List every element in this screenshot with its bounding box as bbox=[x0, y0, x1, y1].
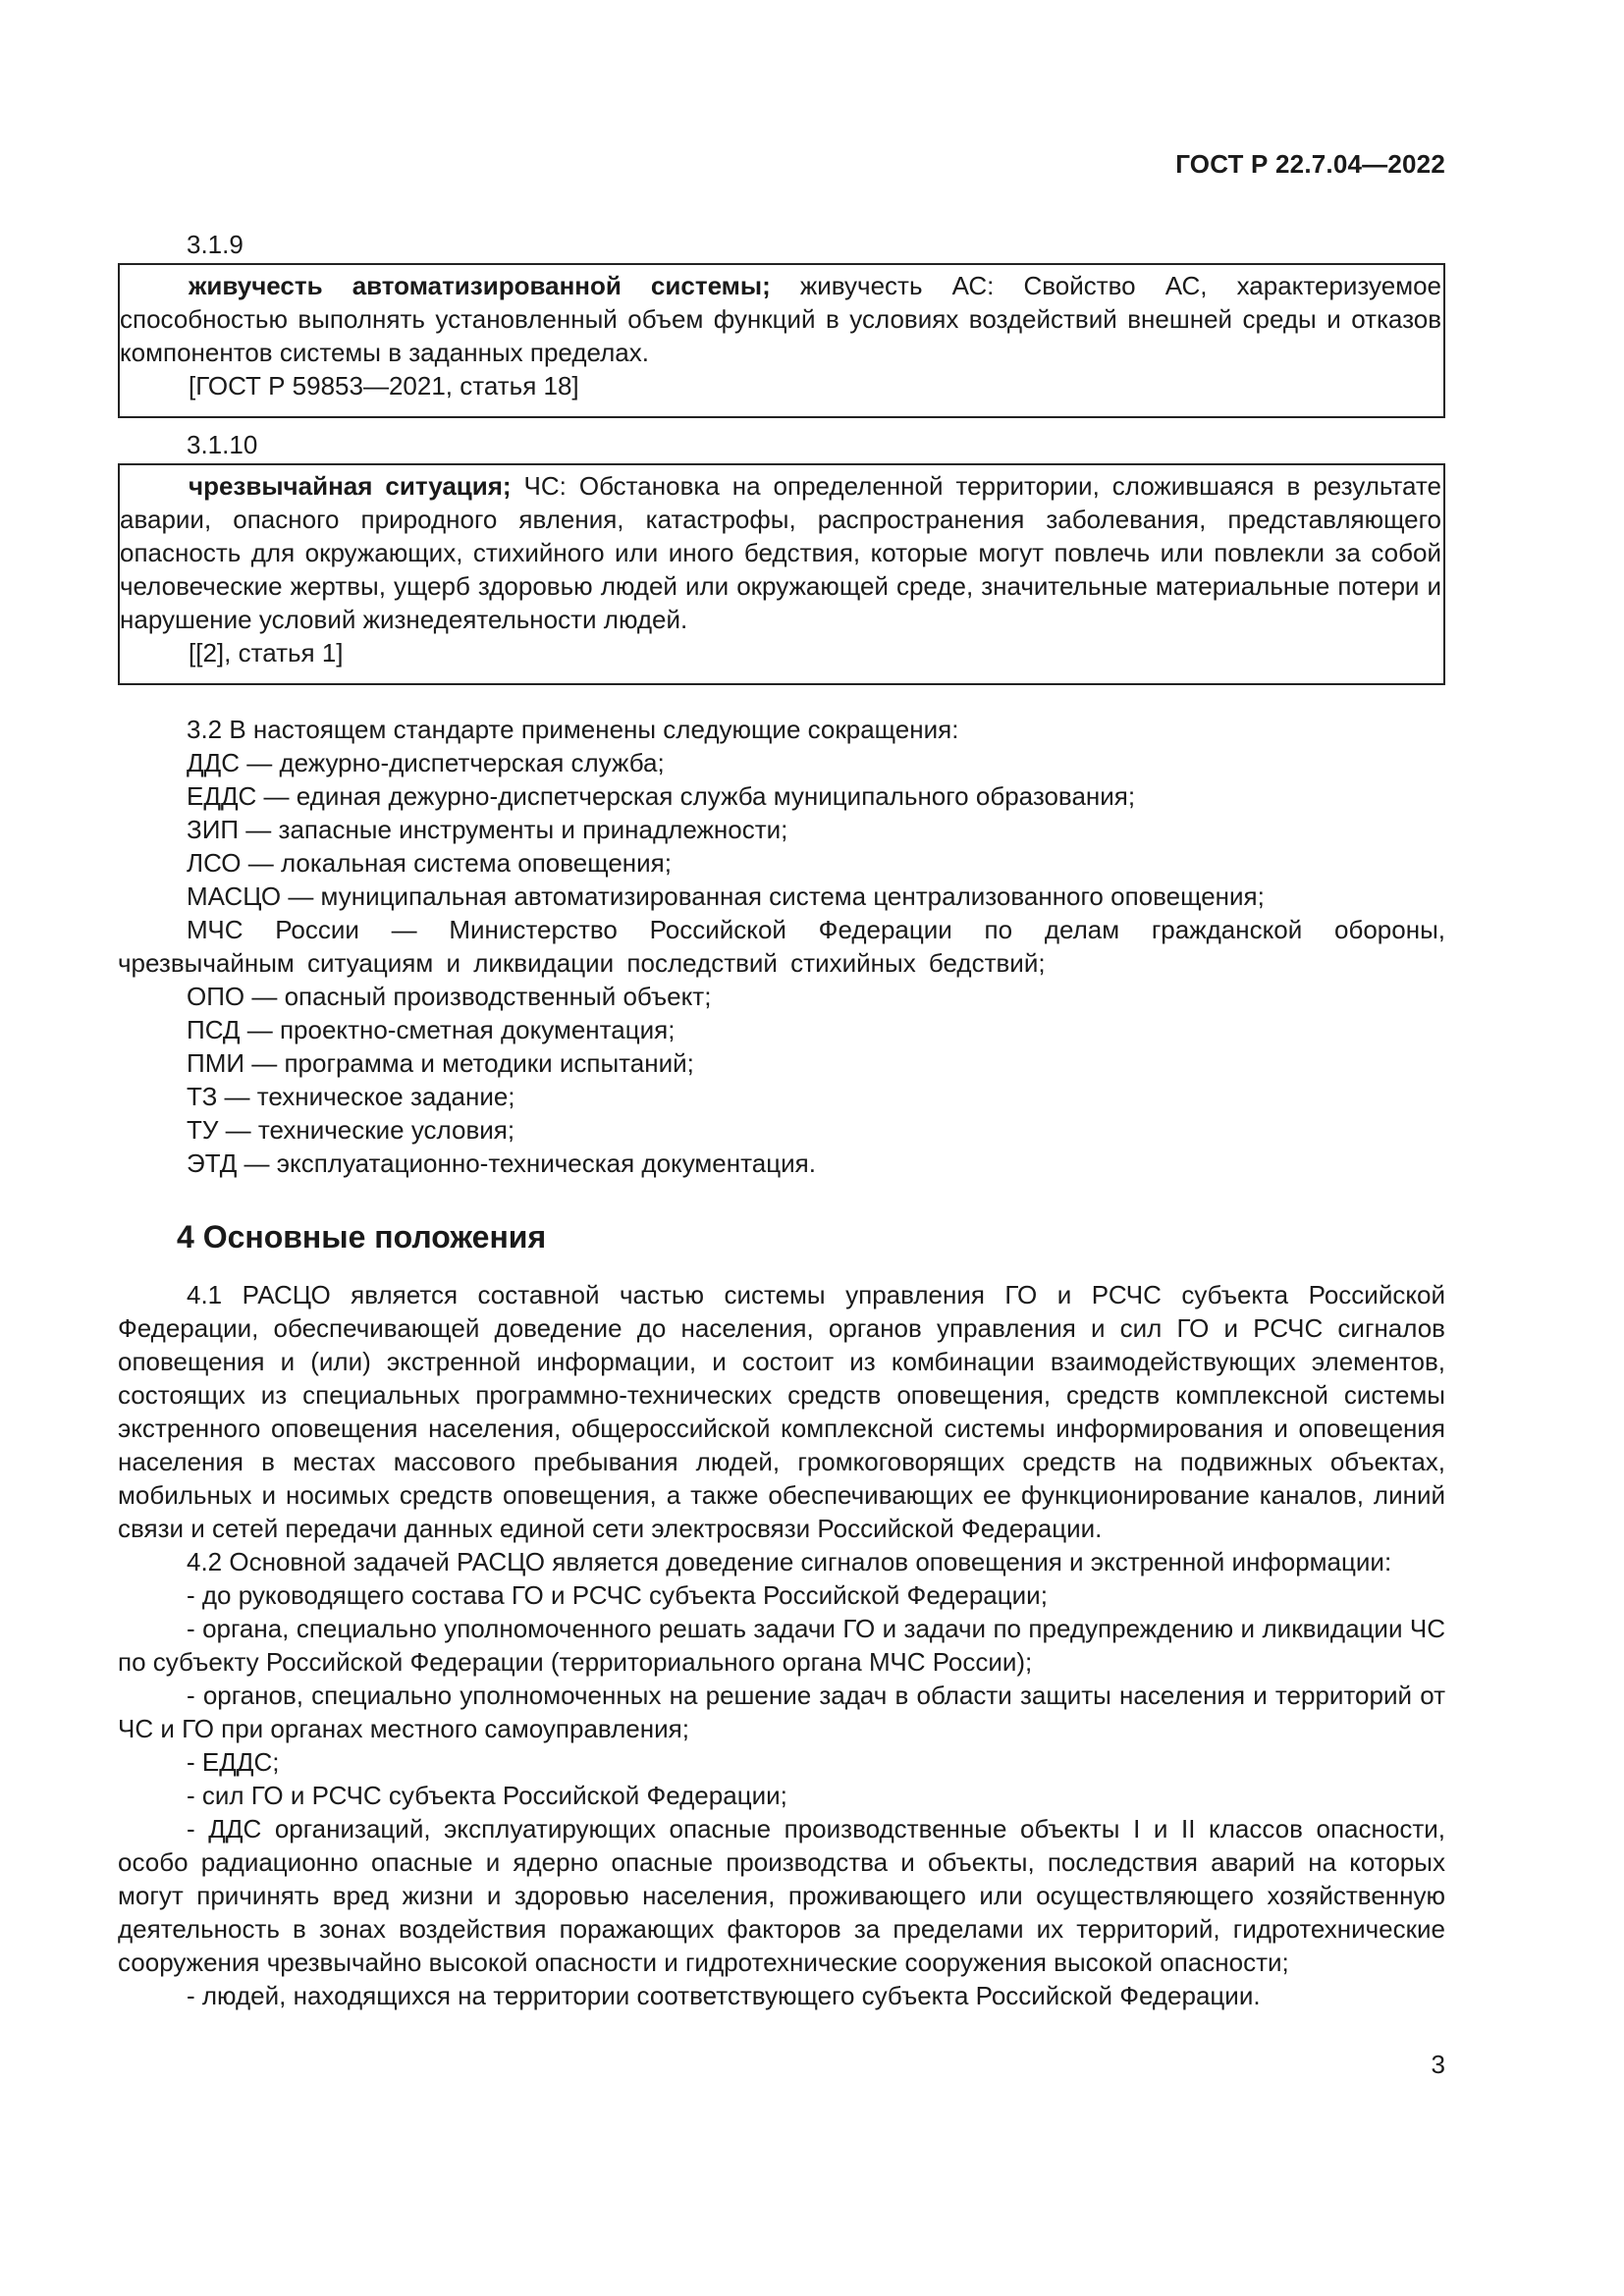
definition-source: [ГОСТ Р 59853—2021, статья 18] bbox=[189, 371, 579, 400]
list-item: - органов, специально уполномоченных на решение задач в области защиты населения и территорий от ЧС и ГО при органах местного самоуправления; bbox=[118, 1681, 1445, 1743]
definition-number: 3.1.9 bbox=[187, 230, 244, 259]
page-number: 3 bbox=[1431, 2050, 1445, 2079]
list-item: ЛСО — локальная система оповещения; bbox=[187, 848, 672, 878]
list-item: - сил ГО и РСЧС субъекта Российской Федерации; bbox=[187, 1781, 787, 1810]
list-item: ПСД — проектно-сметная документация; bbox=[187, 1015, 676, 1044]
list-item: ДДС — дежурно-диспетчерская служба; bbox=[187, 748, 665, 777]
definition-term: живучесть автоматизированной системы; bbox=[189, 271, 771, 300]
list-item: ЕДДС — единая дежурно-диспетчерская служба муниципального образования; bbox=[187, 781, 1136, 811]
definition-source: [[2], статья 1] bbox=[189, 638, 344, 667]
section-title: 4 Основные положения bbox=[177, 1219, 547, 1255]
list-item: ОПО — опасный производственный объект; bbox=[187, 982, 712, 1011]
list-item: ТЗ — техническое задание; bbox=[187, 1082, 515, 1111]
list-item: - ЕДДС; bbox=[187, 1747, 280, 1777]
document-header: ГОСТ Р 22.7.04—2022 bbox=[1175, 149, 1445, 179]
list-item: - органа, специально уполномоченного решать задачи ГО и задачи по предупреждению и ликвидации ЧС по субъекту Российской Федерации (территориального органа МЧС России); bbox=[118, 1614, 1445, 1677]
list-item: ЭТД — эксплуатационно-техническая документация. bbox=[187, 1148, 816, 1178]
abbreviations-intro: 3.2 В настоящем стандарте применены следующие сокращения: bbox=[187, 715, 959, 744]
list-item: ТУ — технические условия; bbox=[187, 1115, 515, 1145]
list-item: МЧС России — Министерство Российской Федерации по делам гражданской обороны, чрезвычайным ситуациям и ликвидации последствий стихийных бедствий; bbox=[118, 915, 1445, 978]
definition-term: чрезвычайная ситуация; bbox=[189, 471, 512, 501]
definition-text bbox=[120, 469, 1443, 636]
section-body bbox=[118, 1278, 1445, 2012]
definition-number: 3.1.10 bbox=[187, 430, 258, 459]
list-item: ПМИ — программа и методики испытаний; bbox=[187, 1048, 694, 1078]
abbreviations-list bbox=[118, 713, 1445, 1180]
list-item: МАСЦО — муниципальная автоматизированная система централизованного оповещения; bbox=[187, 881, 1265, 911]
definition-box bbox=[118, 263, 1445, 418]
list-item: ЗИП — запасные инструменты и принадлежности; bbox=[187, 815, 788, 844]
list-item: - до руководящего состава ГО и РСЧС субъекта Российской Федерации; bbox=[187, 1580, 1048, 1610]
paragraph-4-1: 4.1 РАСЦО является составной частью системы управления ГО и РСЧС субъекта Российской Федерации, обеспечивающей доведение до населения, органов управления и сил ГО и РСЧС сигналов оповещения и (или) экстренной информации, и состоит из комбинации взаимодействующих элементов, состоящих из специальных программно-технических средств оповещения, средств комплексной системы экстренного оповещения населения, общероссийской комплексной системы информирования и оповещения населения в местах массового пребывания людей, громкоговорящих средств на подвижных объектах, мобильных и носимых средств оповещения, а также обеспечивающих ее функционирование каналов, линий связи и сетей передачи данных единой сети электросвязи Российской Федерации. bbox=[118, 1280, 1445, 1543]
list-item: - ДДС организаций, эксплуатирующих опасные производственные объекты I и II классов опасности, особо радиационно опасные и ядерно опасные производства и объекты, последствия аварий на которых могут причинять вред жизни и здоровью населения, проживающего или осуществляющего хозяйственную деятельность в зонах воздействия поражающих факторов за пределами их территорий, гидротехнические сооружения чрезвычайно высокой опасности и гидротехнические сооружения высокой опасности; bbox=[118, 1814, 1445, 1977]
paragraph-4-2: 4.2 Основной задачей РАСЦО является доведение сигналов оповещения и экстренной информации: bbox=[187, 1547, 1392, 1576]
definition-text bbox=[120, 269, 1443, 369]
definition-body: живучесть АС: Свойство АС, характеризуемое способностью выполнять установленный объем функций в условиях воздействий внешней среды и отказов компонентов системы в заданных пределах. bbox=[120, 271, 1442, 367]
definition-body: ЧС: Обстановка на определенной территории, сложившаяся в результате аварии, опасного природного явления, катастрофы, распространения заболевания, представляющего опасность для окружающих, стихийного или иного бедствия, которые могут повлечь или повлекли за собой человеческие жертвы, ущерб здоровью людей или окружающей среде, значительные материальные потери и нарушение условий жизнедеятельности людей. bbox=[120, 471, 1442, 634]
list-item: - людей, находящихся на территории соответствующего субъекта Российской Федерации. bbox=[187, 1981, 1261, 2010]
definition-box bbox=[118, 463, 1445, 685]
